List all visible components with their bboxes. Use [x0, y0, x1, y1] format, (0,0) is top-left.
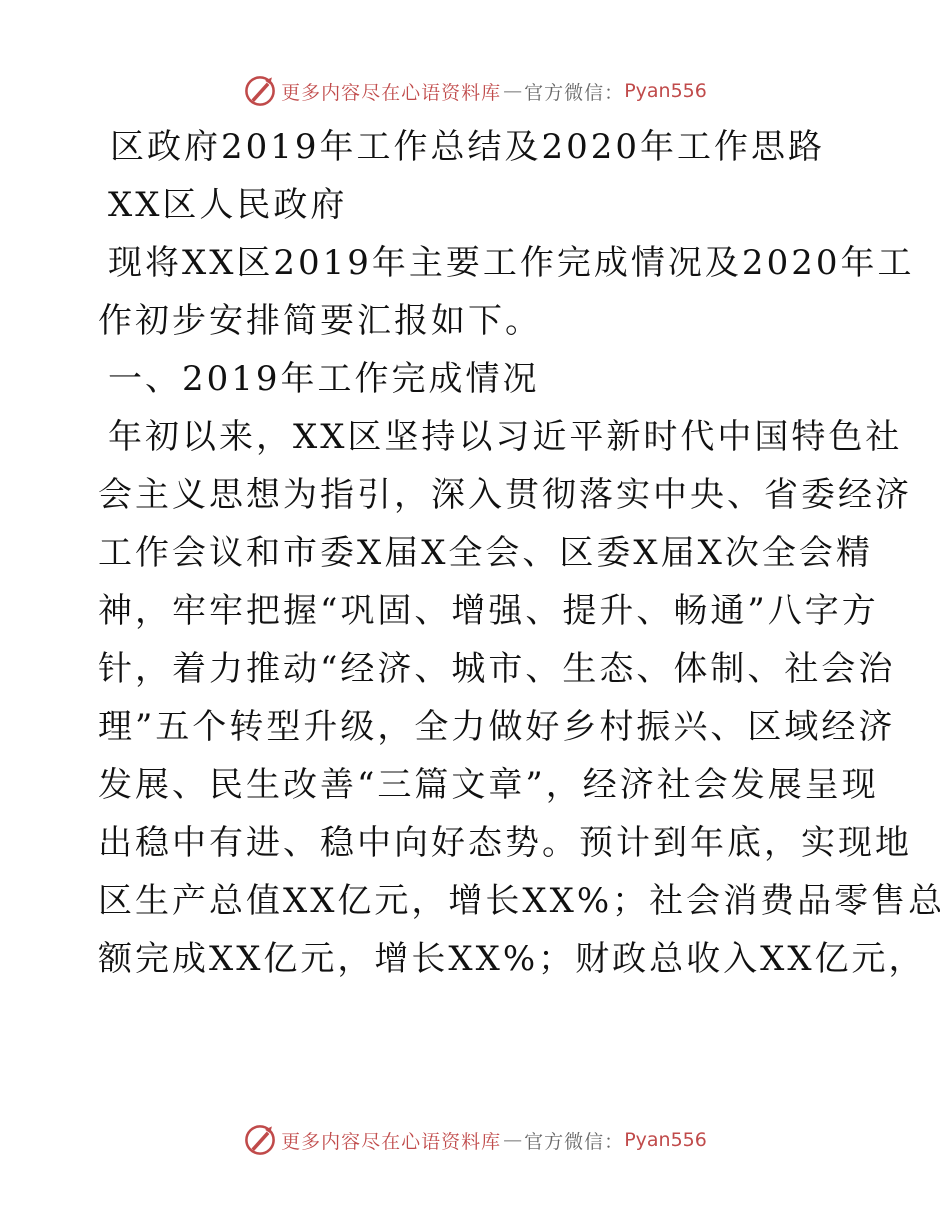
quill-logo-icon	[243, 1123, 277, 1157]
document-author: XX区人民政府	[108, 185, 348, 225]
watermark-dash: —	[503, 1129, 523, 1151]
watermark-dash: —	[503, 80, 523, 102]
document-title: 区政府2019年工作总结及2020年工作思路	[110, 127, 826, 167]
body-line: 发展、民生改善“三篇文章”，经济社会发展呈现	[98, 765, 879, 805]
watermark-main-text: 更多内容尽在心语资料库	[281, 81, 502, 104]
body-paragraph	[98, 408, 946, 988]
watermark-footer	[0, 1120, 950, 1160]
document-body	[98, 118, 946, 988]
quill-logo-icon	[243, 74, 277, 108]
body-line: 出稳中有进、稳中向好态势。预计到年底，实现地	[98, 823, 912, 863]
body-line: 会主义思想为指引，深入贯彻落实中央、省委经济	[98, 475, 912, 515]
body-line: 区生产总值XX亿元，增长XX%；社会消费品零售总	[98, 881, 946, 921]
body-line: 针，着力推动“经济、城市、生态、体制、社会治	[98, 649, 896, 689]
watermark-main-text: 更多内容尽在心语资料库	[281, 1130, 502, 1153]
body-line: 额完成XX亿元，增长XX%；财政总收入XX亿元，	[98, 939, 926, 979]
watermark-wechat-id: Pyan556	[624, 80, 707, 102]
body-line: 年初以来，XX区坚持以习近平新时代中国特色社	[108, 417, 903, 457]
body-line: 理”五个转型升级，全力做好乡村振兴、区域经济	[98, 707, 896, 747]
body-line: 神，牢牢把握“巩固、增强、提升、畅通”八字方	[98, 591, 879, 631]
intro-paragraph	[98, 234, 915, 350]
watermark-official-label: 官方微信：	[524, 1130, 625, 1153]
intro-line: 现将XX区2019年主要工作完成情况及2020年工	[108, 243, 915, 283]
watermark-official-label: 官方微信：	[524, 81, 625, 104]
body-line: 工作会议和市委X届X全会、区委X届X次全会精	[98, 533, 873, 573]
watermark-wechat-id: Pyan556	[624, 1129, 707, 1151]
section-heading: 一、2019年工作完成情况	[108, 359, 540, 399]
intro-line: 作初步安排简要汇报如下。	[98, 301, 542, 341]
watermark-header	[0, 71, 950, 111]
